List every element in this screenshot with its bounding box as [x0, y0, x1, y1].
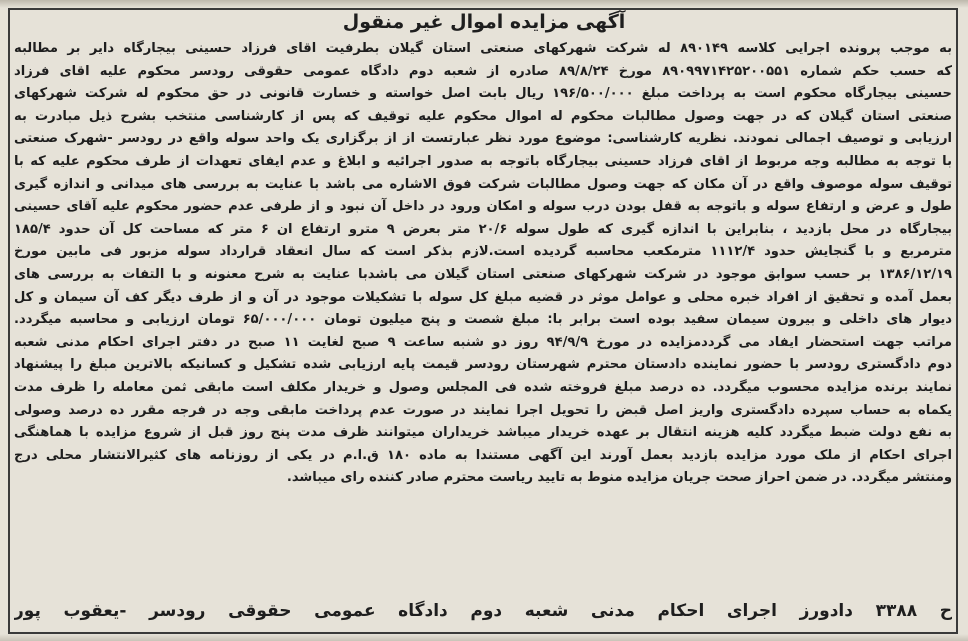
- notice-line: که حسب حکم شماره ۸۹۰۹۹۷۱۴۲۵۲۰۰۵۵۱ مورخ ۸۹/۸/۲۴ صادره از شعبه دوم دادگاه عمومی حقوقی رودسر محکوم علیه اقای فرزاد: [14, 63, 952, 79]
- notice-line: به موجب پرونده اجرایی کلاسه ۸۹۰۱۴۹ له شرکت شهرکهای صنعتی استان گیلان بطرفیت اقای فرزاد حسینی بیجارگاه دایر بر مطالبه: [14, 41, 952, 56]
- notice-line: طول و عرض و ارتفاع سوله و باتوجه به قفل بودن درب سوله و امکان ورود در داخل آن نبود و از طرفی عدم حضور محکوم علیه آقای حسینی: [14, 199, 952, 215]
- notice-signature: ح ۳۳۸۸ دادورز اجرای احکام مدنی شعبه دوم دادگاه عمومی حقوقی رودسر -یعقوب پور: [14, 601, 952, 621]
- notice-body: [14, 38, 952, 490]
- notice-line: ومنتشر میگردد. در ضمن احراز صحت جریان مزایده منوط به تایید ریاست محترم صادر کننده رای میباشد.: [286, 470, 952, 486]
- notice-line: صنعتی استان گیلان که در جهت وصول مطالبات محکوم له اموال محکوم علیه توقیف که پس از کارشناسی منتخب بشرح ذیل مبادرت به: [14, 108, 952, 124]
- notice-line: مراتب جهت استحضار ایفاد می گرددمزایده در مورخ ۹۴/۹/۹ روز دو شنبه ساعت ۹ صبح لغایت ۱۱ صبح در دفتر اجرای احکام مدنی شعبه: [14, 334, 952, 350]
- notice-line: دیوار های داخلی و بیرون سیمان سفید بوده است برابر با: مبلغ شصت و پنج میلیون تومان ۶۵/۰۰۰/۰۰۰ تومان ارزیابی و محاسبه میگردد.: [14, 312, 952, 328]
- clipping-bottom-edge: [0, 634, 968, 641]
- notice-line: مترمربع و با گنجایش حدود ۱۱۱۲/۴ مترمکعب محاسبه گردیده است.لازم بذکر است که سال انعقاد قرارداد سوله مزبور فی مابین مورخ: [14, 244, 952, 260]
- notice-line: دوم دادگستری رودسر با حضور نماینده دادستان محترم شهرستان رودسر قیمت پایه ارزیابی شده تشکیل و کسانیکه بالاترین مبلغ را پیشنهاد: [14, 357, 952, 373]
- notice-line: یکماه به حساب سپرده دادگستری واریز اصل قبض را تحویل اجرا نمایند در صورت عدم پرداخت مابقی وجه در فرجه مقرر ده درصد وصولی: [14, 402, 952, 418]
- notice-title: آگهی مزایده اموال غیر منقول: [342, 11, 626, 33]
- notice-line: اجرای احکام از ملک مورد مزایده بازدید بعمل آورند این آگهی مستندا به ماده ۱۸۰ ق.ا.م در یکی از روزنامه های کثیرالانتشار محلی درج: [14, 447, 952, 463]
- notice-line: به نفع دولت ضبط میگردد کلیه هزینه انتقال بر عهده خریدار میباشد خریداران میتوانند ظرف مدت پنج روز قبل از شروع مزایده با هماهنگی: [14, 425, 952, 441]
- notice-line: بیجارگاه در محل بازدید ، بنابراین با اندازه گیری که طول سوله ۲۰/۶ متر بعرض ۹ مترو ارتفاع ان ۶ متر که مساحت کل آن حدود ۱۸۵/۴: [14, 221, 952, 237]
- notice-line: با توجه به مطالبه وجه مربوط از اقای فرزاد حسینی بیجارگاه باتوجه به صدور اجرائیه و ابلاغ و عدم ایفای تعهدات از طرف محکوم علیه که با: [14, 153, 952, 169]
- notice-line: توقیف سوله موصوف واقع در آن مکان که جهت وصول مطالبات شرکت فوق الاشاره می باشد با عنایت به بررسی های میدانی و اندازه گیری: [14, 176, 952, 192]
- notice-line: ارزیابی و توصیف اجمالی نمودند. نظریه کارشناسی: موضوع مورد نظر عبارتست از از برگزاری یک واحد سوله واقع در رودسر -شهرک صنعتی: [14, 131, 952, 147]
- notice-line: نمایند برنده مزایده محسوب میگردد. ده درصد مبلغ فروخته شده فی المجلس وصول و خریدار مکلف است مابقی ثمن معامله را ظرف مدت: [14, 379, 952, 395]
- clipping-top-edge: [0, 0, 968, 8]
- notice-line: ۱۳۸۶/۱۲/۱۹ بر حسب سوابق موجود در شرکت شهرکهای صنعتی استان گیلان می باشدبا عنایت به شرح معنونه و با التفات به بررسی های: [14, 266, 952, 282]
- notice-line: بعمل آمده و تحقیق از افراد خبره محلی و عوامل موثر در قضیه مبلغ کل سوله با تشکیلات موجود در آن و از طرف دیگر کف آن سیمان و کل: [14, 289, 952, 305]
- notice-line: حسینی بیجارگاه محکوم است به پرداخت مبلغ ۱۹۶/۵۰۰/۰۰۰ ریال بابت اصل خواسته و خسارت قانونی در حق محکوم له شرکت شهرکهای: [14, 86, 952, 102]
